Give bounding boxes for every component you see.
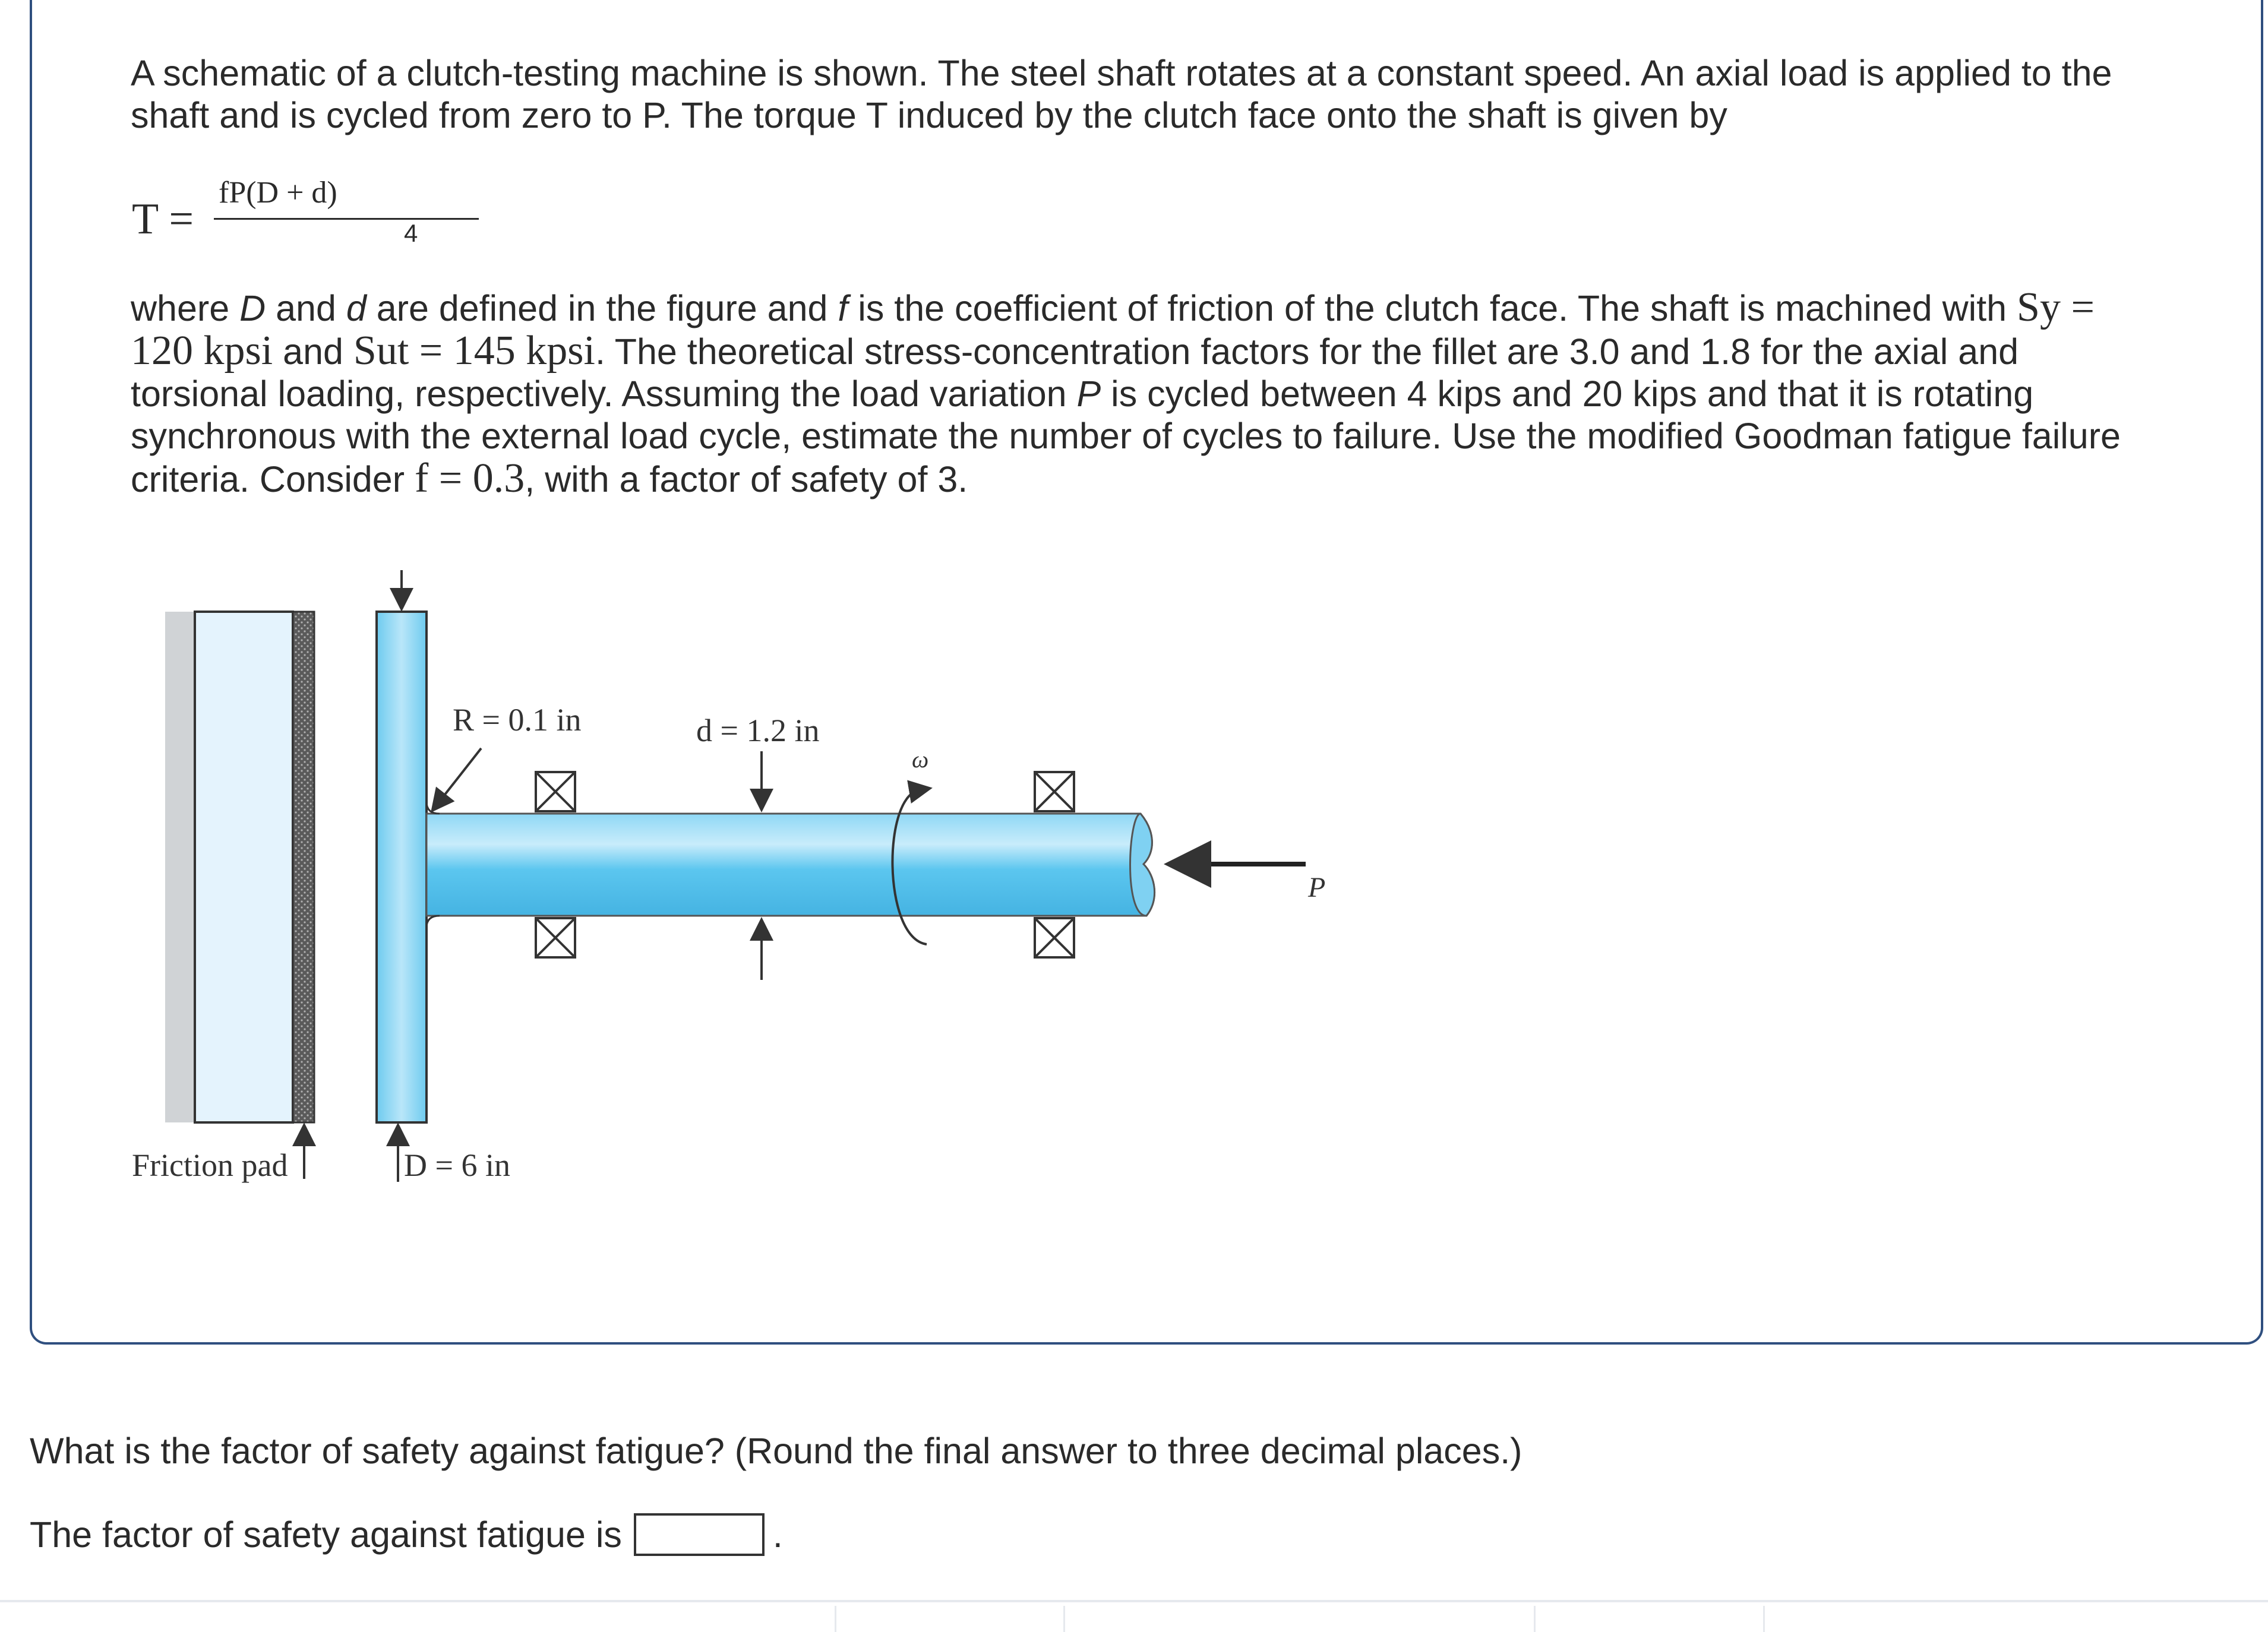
sy-expression: Sy = 120 kpsi <box>131 284 2095 374</box>
body-text: and <box>276 288 336 328</box>
bearing-box <box>536 918 575 957</box>
var-f: f <box>838 288 848 328</box>
shaft-break <box>1130 814 1155 916</box>
clutch-plate <box>377 612 427 1122</box>
bearing-box <box>536 772 575 811</box>
formula-lhs: T = <box>132 195 194 243</box>
housing-wall <box>165 612 194 1122</box>
label-d: d = 1.2 in <box>696 713 820 748</box>
body-text: , with a factor of safety of 3. <box>525 459 968 499</box>
problem-body <box>131 286 2150 501</box>
var-d: d <box>346 288 367 328</box>
r-leader-line <box>434 748 481 809</box>
body-text: is the coefficient of friction of the clutch face. The shaft is machined with <box>858 288 2007 328</box>
body-text: . The theoretical stress-concentration factors for the fillet are 3.0 and 1.8 for the axial and torsional loading, respectively. Assuming the load variation <box>131 331 2019 414</box>
body-text: are defined in the figure and <box>376 288 828 328</box>
label-omega: ω <box>912 746 929 773</box>
var-D: D <box>239 288 266 328</box>
question-text: What is the factor of safety against fatigue? (Round the final answer to three decimal places.) <box>30 1431 1522 1471</box>
label-r: R = 0.1 in <box>453 702 582 738</box>
problem-intro: A schematic of a clutch-testing machine is shown. The steel shaft rotates at a constant speed. An axial load is applied to the shaft and is cycled from zero to P. The torque T induced by the clutch face onto the shaft is given by <box>131 53 2112 135</box>
answer-input[interactable] <box>634 1513 765 1556</box>
body-text: is cycled between 4 kips and 20 kips and that it is rotating synchronous with the external load cycle, estimate the number of cycles to failure. Use the modified Goodman fatigue failure criteria. Consider <box>131 374 2121 499</box>
answer-row <box>30 1513 783 1556</box>
formula-numerator: fP(D + d) <box>219 176 337 210</box>
body-text: where <box>131 288 230 328</box>
body-text: and <box>283 331 343 372</box>
fillet <box>427 916 440 928</box>
sut-expression: Sut = 145 kpsi <box>353 328 595 374</box>
fraction-bar <box>214 218 479 220</box>
formula-denominator: 4 <box>404 219 418 247</box>
bearing-box <box>1035 918 1074 957</box>
answer-prefix: The factor of safety against fatigue is <box>30 1514 622 1555</box>
f-expression: f = 0.3 <box>415 456 525 501</box>
clutch-schematic <box>119 552 1366 1217</box>
var-P: P <box>1076 374 1101 414</box>
bottom-divider <box>0 1600 2268 1602</box>
bearing-box <box>1035 772 1074 811</box>
shaft <box>427 814 1155 916</box>
label-p: P <box>1308 872 1326 903</box>
label-friction-pad: Friction pad <box>132 1147 288 1183</box>
answer-suffix: . <box>772 1514 783 1555</box>
friction-pad-block <box>195 612 293 1122</box>
label-d-diameter: D = 6 in <box>404 1147 510 1183</box>
friction-pad-strip <box>293 612 314 1122</box>
